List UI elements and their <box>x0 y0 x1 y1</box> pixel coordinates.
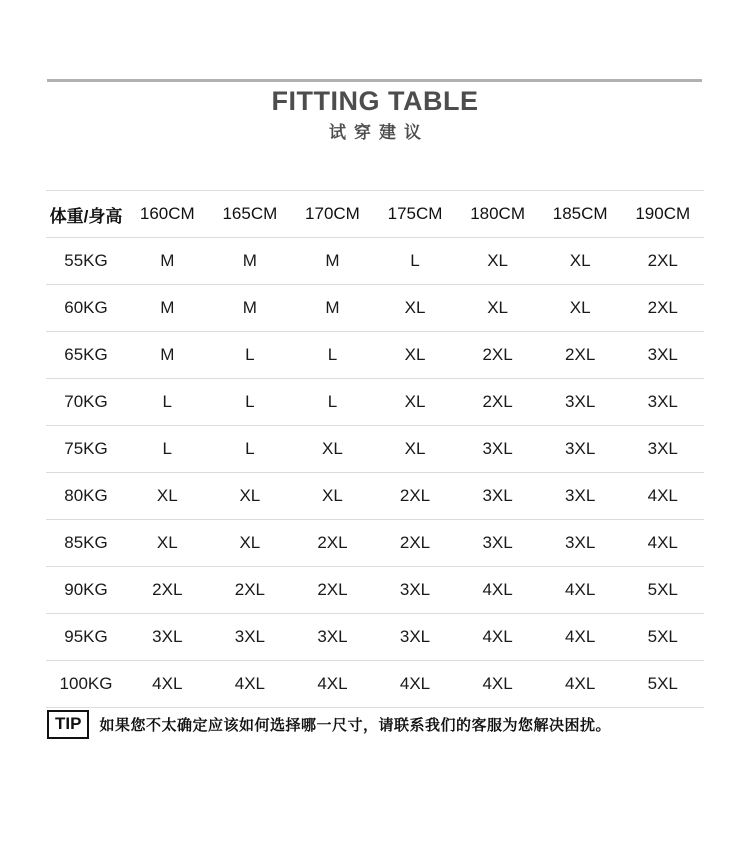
size-cell: 2XL <box>399 533 431 552</box>
weight-label: 95KG <box>64 627 108 646</box>
fitting-table <box>46 190 704 708</box>
column-header: 170CM <box>305 204 360 223</box>
size-cell: XL <box>239 486 261 505</box>
table-row <box>46 285 704 332</box>
size-cell: 4XL <box>647 486 678 505</box>
table-row <box>46 426 704 473</box>
table-header-row <box>46 190 704 238</box>
size-cell: XL <box>487 251 508 270</box>
size-cell: XL <box>239 533 261 552</box>
size-cell: 5XL <box>647 627 678 646</box>
size-cell: 3XL <box>399 580 431 599</box>
size-cell: L <box>245 439 255 458</box>
size-cell: 2XL <box>152 580 183 599</box>
size-cell: 4XL <box>482 627 513 646</box>
size-cell: L <box>327 392 338 411</box>
weight-label: 75KG <box>64 439 108 458</box>
table-body <box>46 238 704 708</box>
weight-label: 55KG <box>64 251 108 270</box>
size-cell: 2XL <box>565 345 596 364</box>
column-header: 165CM <box>222 204 278 223</box>
size-cell: L <box>245 345 255 364</box>
weight-label: 70KG <box>64 392 108 411</box>
column-header: 175CM <box>387 204 443 223</box>
title-block <box>0 88 750 141</box>
size-cell: XL <box>322 439 343 458</box>
size-cell: M <box>325 298 340 317</box>
size-cell: 4XL <box>317 674 348 693</box>
size-cell: 3XL <box>565 392 596 411</box>
size-cell: 4XL <box>152 674 183 693</box>
weight-label: 85KG <box>64 533 108 552</box>
page-title: FITTING TABLE <box>271 86 479 116</box>
column-header: 180CM <box>470 204 525 223</box>
size-cell: XL <box>322 486 343 505</box>
page-subtitle: 试穿建议 <box>329 123 429 142</box>
size-cell: 5XL <box>647 674 678 693</box>
size-cell: XL <box>404 439 426 458</box>
size-cell: 5XL <box>647 580 678 599</box>
size-cell: 3XL <box>565 486 596 505</box>
tip-badge: TIP <box>47 710 89 739</box>
size-cell: M <box>242 251 257 270</box>
tip-section <box>47 710 705 739</box>
size-cell: 2XL <box>647 251 678 270</box>
table-row <box>46 332 704 379</box>
size-cell: XL <box>156 486 178 505</box>
size-cell: 2XL <box>234 580 265 599</box>
column-header: 190CM <box>635 204 691 223</box>
table-row <box>46 614 704 661</box>
tip-text: 如果您不太确定应该如何选择哪一尺寸，请联系我们的客服为您解决困扰。 <box>99 716 611 734</box>
size-cell: 2XL <box>482 345 513 364</box>
size-cell: XL <box>156 533 178 552</box>
weight-label: 100KG <box>59 674 113 693</box>
corner-header: 体重/身高 <box>49 206 123 226</box>
column-header: 185CM <box>552 204 608 223</box>
size-cell: XL <box>569 298 591 317</box>
size-cell: L <box>162 439 173 458</box>
size-cell: 4XL <box>565 674 596 693</box>
size-cell: 3XL <box>317 627 348 646</box>
size-cell: 4XL <box>482 580 513 599</box>
size-cell: 3XL <box>234 627 265 646</box>
weight-label: 80KG <box>64 486 108 505</box>
size-cell: XL <box>404 298 426 317</box>
size-cell: 3XL <box>399 627 431 646</box>
size-cell: 3XL <box>482 486 513 505</box>
size-cell: 3XL <box>565 439 596 458</box>
size-cell: 2XL <box>647 298 678 317</box>
weight-label: 90KG <box>64 580 108 599</box>
size-cell: XL <box>487 298 508 317</box>
size-cell: 4XL <box>565 627 596 646</box>
table-row <box>46 473 704 520</box>
table-row <box>46 520 704 567</box>
table-row <box>46 238 704 285</box>
table-row <box>46 661 704 708</box>
size-cell: 3XL <box>152 627 183 646</box>
size-cell: 3XL <box>565 533 596 552</box>
size-cell: 4XL <box>482 674 513 693</box>
table-row <box>46 379 704 426</box>
size-cell: 2XL <box>399 486 431 505</box>
size-cell: M <box>160 345 175 364</box>
top-divider <box>47 79 702 82</box>
table-row <box>46 567 704 614</box>
size-cell: 3XL <box>647 439 678 458</box>
size-cell: L <box>245 392 255 411</box>
size-cell: 2XL <box>317 580 348 599</box>
size-cell: M <box>325 251 340 270</box>
size-cell: 4XL <box>234 674 265 693</box>
size-cell: L <box>162 392 173 411</box>
size-cell: 4XL <box>399 674 431 693</box>
size-cell: M <box>242 298 257 317</box>
size-cell: L <box>327 345 338 364</box>
size-cell: 3XL <box>482 439 513 458</box>
size-cell: 4XL <box>565 580 596 599</box>
size-cell: XL <box>404 345 426 364</box>
size-cell: 3XL <box>647 345 678 364</box>
size-cell: 2XL <box>317 533 348 552</box>
size-cell: M <box>160 298 175 317</box>
size-cell: M <box>160 251 175 270</box>
size-cell: 3XL <box>647 392 678 411</box>
size-cell: 3XL <box>482 533 513 552</box>
size-cell: XL <box>569 251 591 270</box>
size-cell: XL <box>404 392 426 411</box>
column-header: 160CM <box>139 204 195 223</box>
weight-label: 65KG <box>64 345 108 364</box>
size-cell: 2XL <box>482 392 513 411</box>
weight-label: 60KG <box>64 298 108 317</box>
size-cell: 4XL <box>647 533 678 552</box>
size-cell: L <box>410 251 420 270</box>
